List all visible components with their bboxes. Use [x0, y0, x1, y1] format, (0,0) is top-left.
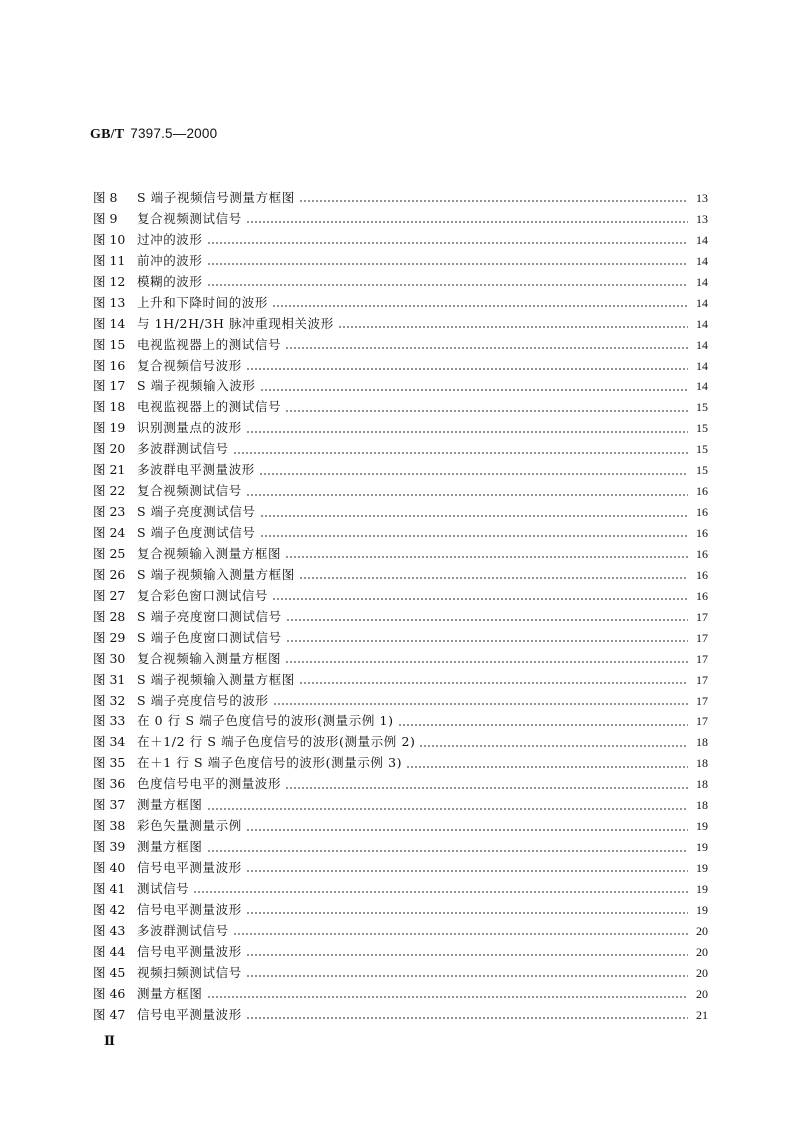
figure-number: 图 21 — [93, 462, 126, 478]
figure-number: 图 12 — [93, 273, 126, 289]
figure-number: 图 14 — [93, 315, 126, 331]
toc-entry[interactable] — [93, 649, 708, 670]
figure-title: 在＋1/2 行 S 端子色度信号的波形(测量示例 2) — [137, 734, 416, 750]
toc-entry[interactable] — [93, 209, 708, 230]
page-reference: 21 — [696, 1007, 708, 1022]
dot-leader — [207, 284, 688, 286]
figure-title: 电视监视器上的测试信号 — [137, 399, 282, 415]
toc-entry[interactable] — [93, 502, 708, 523]
toc-entry[interactable] — [93, 418, 708, 439]
toc-entry[interactable] — [93, 942, 708, 963]
dot-leader — [272, 305, 688, 307]
toc-entry[interactable] — [93, 984, 708, 1005]
toc-entry[interactable] — [93, 481, 708, 502]
figure-number: 图 22 — [93, 483, 126, 499]
figure-title: 与 1H/2H/3H 脉冲重现相关波形 — [137, 315, 334, 331]
figure-title: 测试信号 — [137, 880, 190, 896]
figure-title: 彩色矢量测量示例 — [137, 818, 242, 834]
figure-list — [93, 188, 708, 1026]
figure-number: 图 46 — [93, 985, 126, 1001]
figure-number: 图 9 — [93, 210, 118, 226]
figure-number: 图 28 — [93, 608, 126, 624]
dot-leader — [246, 954, 688, 956]
toc-entry[interactable] — [93, 607, 708, 628]
dot-leader — [406, 766, 688, 768]
dot-leader — [246, 912, 688, 914]
dot-leader — [272, 598, 688, 600]
dot-leader — [259, 473, 688, 475]
dot-leader — [286, 619, 688, 621]
figure-title: 色度信号电平的测量波形 — [137, 776, 282, 792]
page-reference: 19 — [696, 819, 708, 834]
figure-title: 上升和下降时间的波形 — [137, 294, 269, 310]
page-reference: 15 — [696, 463, 708, 478]
figure-number: 图 41 — [93, 880, 126, 896]
figure-title: S 端子亮度测试信号 — [137, 504, 256, 520]
figure-number: 图 37 — [93, 797, 126, 813]
toc-entry[interactable] — [93, 188, 708, 209]
page-reference: 14 — [696, 379, 708, 394]
toc-entry[interactable] — [93, 1005, 708, 1026]
figure-title: 复合视频输入测量方框图 — [137, 545, 282, 561]
dot-leader — [273, 703, 688, 705]
figure-number: 图 39 — [93, 839, 126, 855]
toc-entry[interactable] — [93, 272, 708, 293]
figure-number: 图 40 — [93, 860, 126, 875]
figure-title: 信号电平测量波形 — [137, 860, 242, 875]
figure-title: 在＋1 行 S 端子色度信号的波形(测量示例 3) — [137, 755, 403, 771]
dot-leader — [207, 263, 688, 265]
page-reference: 20 — [696, 944, 708, 959]
figure-number: 图 19 — [93, 420, 126, 436]
page-reference: 19 — [696, 861, 708, 875]
figure-number: 图 20 — [93, 441, 126, 457]
toc-entry[interactable] — [93, 523, 708, 544]
dot-leader — [285, 410, 688, 412]
page-reference: 16 — [696, 526, 708, 540]
toc-entry[interactable] — [93, 774, 708, 795]
page-reference: 18 — [696, 756, 708, 771]
figure-number: 图 16 — [93, 357, 126, 373]
figure-number: 图 32 — [93, 692, 126, 708]
page-reference: 17 — [696, 693, 708, 708]
page-reference: 16 — [696, 484, 708, 499]
figure-title: S 端子视频信号测量方框图 — [137, 190, 295, 205]
figure-number: 图 29 — [93, 629, 126, 645]
page-reference: 15 — [696, 400, 708, 415]
dot-leader — [299, 577, 688, 579]
dot-leader — [285, 661, 688, 663]
figure-number: 图 47 — [93, 1006, 126, 1022]
page-reference: 14 — [696, 253, 708, 268]
toc-entry[interactable] — [93, 900, 708, 921]
figure-number: 图 30 — [93, 650, 126, 666]
page-reference: 14 — [696, 232, 708, 247]
toc-entry[interactable] — [93, 837, 708, 858]
page-reference: 13 — [696, 211, 708, 226]
figure-title: 信号电平测量波形 — [137, 901, 242, 917]
page-reference: 14 — [696, 295, 708, 310]
dot-leader — [398, 724, 688, 726]
figure-title: 多波群电平测量波形 — [137, 462, 255, 478]
toc-entry[interactable] — [93, 335, 708, 356]
page-reference: 14 — [696, 274, 708, 289]
figure-title: 在 0 行 S 端子色度信号的波形(测量示例 1) — [137, 713, 394, 729]
figure-number: 图 23 — [93, 504, 126, 520]
toc-entry[interactable] — [93, 732, 708, 753]
dot-leader — [246, 494, 688, 496]
page-reference: 18 — [696, 777, 708, 792]
toc-entry[interactable] — [93, 816, 708, 837]
figure-title: 信号电平测量波形 — [137, 1006, 242, 1022]
page-reference: 17 — [696, 630, 708, 645]
dot-leader — [246, 368, 688, 370]
toc-entry[interactable] — [93, 921, 708, 942]
toc-entry[interactable] — [93, 711, 708, 732]
dot-leader — [286, 640, 688, 642]
figure-number: 图 43 — [93, 922, 126, 938]
page-reference: 19 — [696, 881, 708, 896]
page-reference: 20 — [696, 986, 708, 1001]
toc-entry[interactable] — [93, 586, 708, 607]
figure-title: 视频扫频测试信号 — [137, 964, 242, 980]
page-reference: 13 — [696, 191, 708, 205]
page-reference: 16 — [696, 505, 708, 520]
dot-leader — [338, 326, 688, 328]
page-reference: 20 — [696, 923, 708, 938]
page-reference: 16 — [696, 588, 708, 603]
toc-entry[interactable] — [93, 753, 708, 774]
toc-entry[interactable] — [93, 460, 708, 481]
figure-number: 图 33 — [93, 713, 126, 729]
dot-leader — [260, 515, 688, 517]
figure-number: 图 8 — [93, 190, 118, 205]
figure-title: S 端子亮度窗口测试信号 — [137, 608, 282, 624]
dot-leader — [246, 870, 688, 872]
dot-leader — [419, 745, 688, 747]
toc-entry[interactable] — [93, 858, 708, 879]
page-number: Ⅱ — [104, 1033, 115, 1048]
figure-title: 复合视频信号波形 — [137, 357, 242, 373]
page-reference: 14 — [696, 358, 708, 373]
page-reference: 17 — [696, 672, 708, 687]
figure-title: 多波群测试信号 — [137, 922, 229, 938]
toc-entry[interactable] — [93, 565, 708, 586]
page-reference: 20 — [696, 965, 708, 980]
figure-number: 图 15 — [93, 336, 126, 352]
figure-number: 图 44 — [93, 943, 126, 959]
figure-title: 复合视频测试信号 — [137, 210, 242, 226]
figure-title: 识别测量点的波形 — [137, 420, 242, 436]
figure-title: S 端子视频输入测量方框图 — [137, 566, 295, 582]
page-reference: 17 — [696, 609, 708, 624]
figure-number: 图 24 — [93, 525, 126, 540]
toc-entry[interactable] — [93, 356, 708, 377]
figure-title: 多波群测试信号 — [137, 441, 229, 457]
figure-number: 图 31 — [93, 671, 126, 687]
toc-entry[interactable] — [93, 879, 708, 900]
figure-title: S 端子视频输入测量方框图 — [137, 671, 295, 687]
figure-number: 图 36 — [93, 776, 126, 792]
figure-number: 图 34 — [93, 734, 126, 750]
standard-number: 7397.5—2000 — [130, 126, 218, 141]
toc-entry[interactable] — [93, 293, 708, 314]
figure-number: 图 35 — [93, 755, 126, 771]
dot-leader — [246, 221, 688, 223]
page-reference: 15 — [696, 421, 708, 436]
figure-title: 电视监视器上的测试信号 — [137, 336, 282, 352]
figure-title: 测量方框图 — [137, 985, 203, 1001]
page-reference: 14 — [696, 316, 708, 331]
toc-entry[interactable] — [93, 314, 708, 335]
figure-number: 图 13 — [93, 294, 126, 310]
toc-entry[interactable] — [93, 544, 708, 565]
figure-title: 信号电平测量波形 — [137, 943, 242, 959]
figure-number: 图 10 — [93, 231, 126, 247]
toc-entry[interactable] — [93, 376, 708, 397]
figure-title: S 端子亮度信号的波形 — [137, 692, 269, 708]
toc-entry[interactable] — [93, 439, 708, 460]
dot-leader — [233, 452, 688, 454]
dot-leader — [207, 808, 688, 810]
dot-leader — [246, 829, 688, 831]
toc-entry[interactable] — [93, 963, 708, 984]
dot-leader — [246, 431, 688, 433]
dot-leader — [285, 787, 688, 789]
page-reference: 16 — [696, 567, 708, 582]
page-reference: 18 — [696, 735, 708, 750]
figure-title: 测量方框图 — [137, 797, 203, 813]
toc-entry[interactable] — [93, 795, 708, 816]
standard-header — [90, 126, 217, 143]
page-reference: 19 — [696, 902, 708, 917]
figure-title: 前冲的波形 — [137, 252, 203, 268]
page-reference: 16 — [696, 546, 708, 561]
figure-title: S 端子视频输入波形 — [137, 378, 256, 394]
figure-number: 图 38 — [93, 818, 126, 834]
dot-leader — [233, 933, 688, 935]
figure-number: 图 42 — [93, 901, 126, 917]
figure-number: 图 18 — [93, 399, 126, 415]
figure-number: 图 17 — [93, 378, 126, 394]
dot-leader — [299, 682, 688, 684]
page-reference: 14 — [696, 337, 708, 352]
figure-number: 图 27 — [93, 587, 126, 603]
figure-title: S 端子色度窗口测试信号 — [137, 629, 282, 645]
dot-leader — [285, 556, 688, 558]
dot-leader — [193, 891, 688, 893]
figure-title: 过冲的波形 — [137, 231, 203, 247]
toc-entry[interactable] — [93, 397, 708, 418]
toc-entry[interactable] — [93, 628, 708, 649]
dot-leader — [207, 850, 688, 852]
figure-number: 图 25 — [93, 545, 126, 561]
toc-entry[interactable] — [93, 251, 708, 272]
dot-leader — [246, 1017, 688, 1019]
dot-leader — [260, 389, 688, 391]
page-reference: 17 — [696, 714, 708, 729]
dot-leader — [246, 975, 688, 977]
figure-number: 图 11 — [93, 252, 126, 268]
figure-title: 模糊的波形 — [137, 273, 203, 289]
toc-entry[interactable] — [93, 670, 708, 691]
dot-leader — [299, 200, 688, 202]
figure-title: 复合彩色窗口测试信号 — [137, 587, 269, 603]
figure-title: 测量方框图 — [137, 839, 203, 855]
page-reference: 15 — [696, 442, 708, 457]
figure-title: 复合视频输入测量方框图 — [137, 650, 282, 666]
page-reference: 17 — [696, 651, 708, 666]
figure-number: 图 26 — [93, 566, 126, 582]
dot-leader — [207, 996, 688, 998]
figure-title: S 端子色度测试信号 — [137, 525, 256, 540]
standard-code: GB/T — [90, 127, 125, 142]
toc-entry[interactable] — [93, 230, 708, 251]
toc-entry[interactable] — [93, 691, 708, 712]
figure-title: 复合视频测试信号 — [137, 483, 242, 499]
dot-leader — [260, 535, 688, 537]
dot-leader — [285, 347, 688, 349]
figure-number: 图 45 — [93, 964, 126, 980]
dot-leader — [207, 242, 688, 244]
page-reference: 19 — [696, 840, 708, 855]
page-reference: 18 — [696, 798, 708, 813]
